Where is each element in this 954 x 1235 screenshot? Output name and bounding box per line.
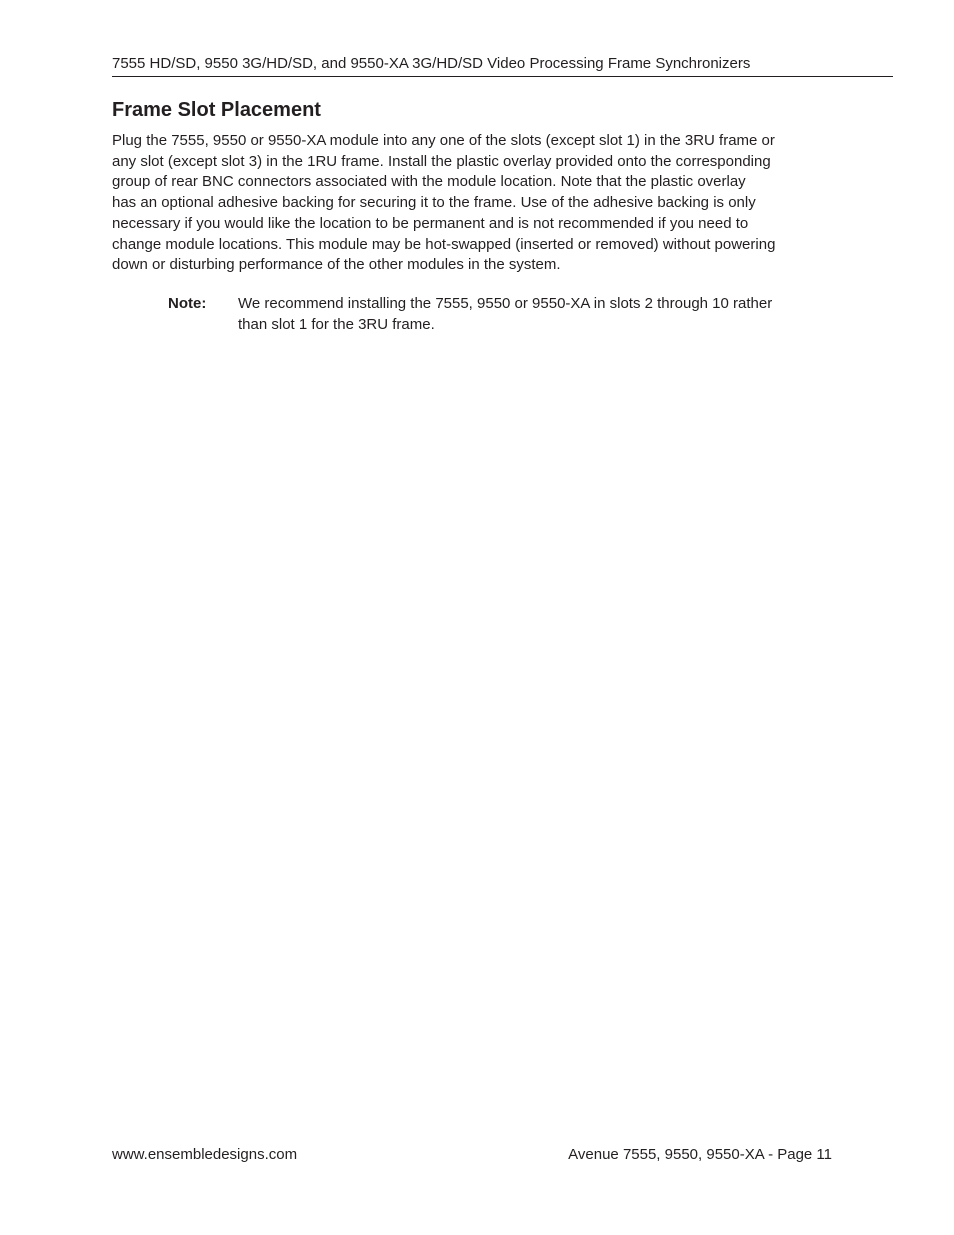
footer-page-label: Avenue 7555, 9550, 9550-XA - Page 11 [568, 1146, 832, 1163]
paragraph-line: group of rear BNC connectors associated with the module location. Note that the plastic overlay [112, 173, 746, 191]
note-text [238, 294, 848, 335]
paragraph-line: any slot (except slot 3) in the 1RU frame. Install the plastic overlay provided onto the corresponding [112, 152, 771, 170]
note-line: than slot 1 for the 3RU frame. [238, 315, 435, 333]
paragraph-line: necessary if you would like the location to be permanent and is not recommended if you need to [112, 214, 749, 232]
body-paragraph [112, 131, 842, 276]
note-line: We recommend installing the 7555, 9550 or 9550-XA in slots 2 through 10 rather [238, 295, 773, 312]
footer-website: www.ensembledesigns.com [112, 1146, 298, 1163]
section-heading: Frame Slot Placement [112, 99, 321, 121]
note-label: Note: [168, 295, 207, 312]
paragraph-line: change module locations. This module may be hot-swapped (inserted or removed) without powering [112, 235, 776, 253]
page-header [112, 54, 893, 77]
paragraph-line: Plug the 7555, 9550 or 9550-XA module into any one of the slots (except slot 1) in the 3RU frame or [112, 132, 775, 149]
paragraph-line: down or disturbing performance of the other modules in the system. [112, 256, 561, 274]
paragraph-line: has an optional adhesive backing for securing it to the frame. Use of the adhesive backing is only [112, 194, 756, 212]
document-title: 7555 HD/SD, 9550 3G/HD/SD, and 9550-XA 3G/HD/SD Video Processing Frame Synchronizers [112, 55, 751, 72]
